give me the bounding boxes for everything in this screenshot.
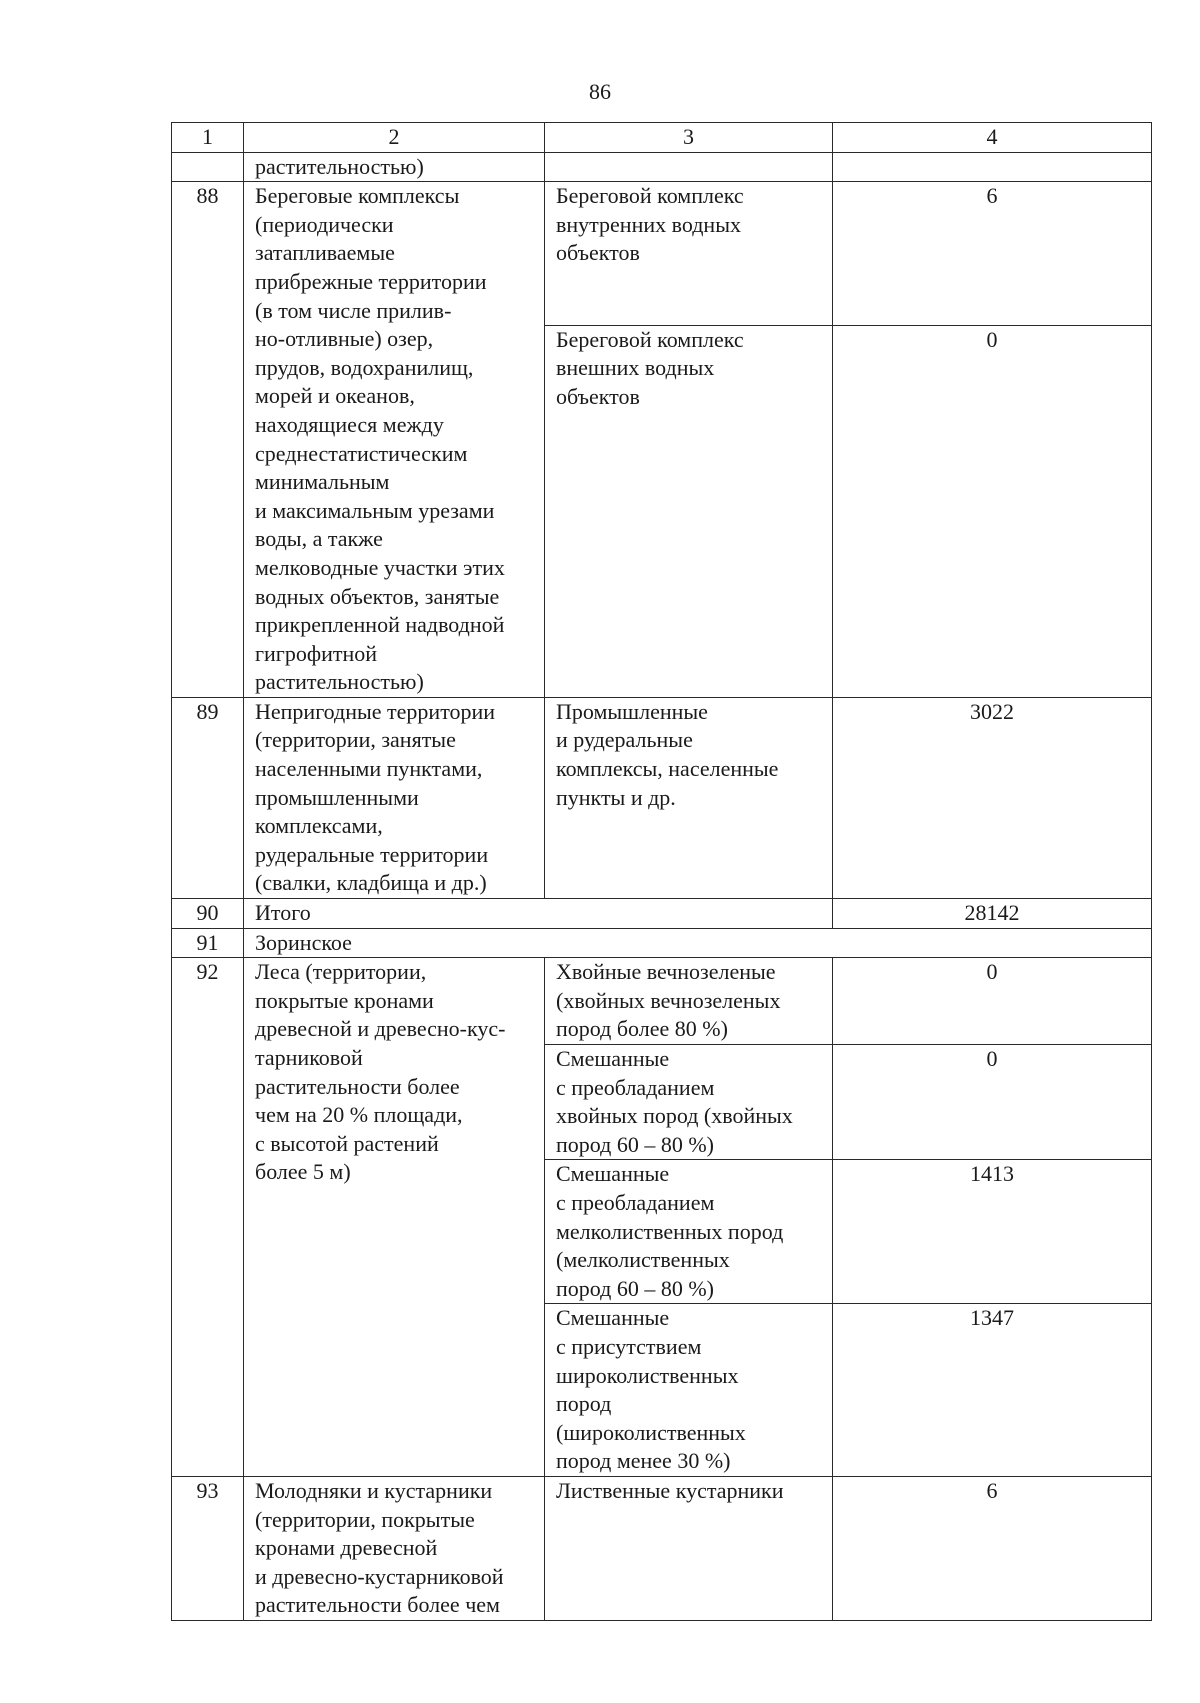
cell-type <box>545 958 833 1045</box>
cell-text-line: Береговые комплексы <box>255 183 460 209</box>
header-col-1: 1 <box>172 123 244 153</box>
cell-number: 91 <box>172 928 244 958</box>
cell-text-line: среднестатистическим <box>255 440 468 466</box>
cell-text-line: Молодняки и кустарники <box>255 1477 493 1503</box>
cell-text-line: прикрепленной надводной <box>255 612 505 638</box>
cell-text-line: (периодически <box>255 211 394 237</box>
cell-text-line: комплексы, населенные <box>556 756 779 782</box>
cell-text-line: Смешанные <box>556 1046 670 1071</box>
cell-area <box>833 152 1152 182</box>
cell-text-line: (широколиственных <box>556 1419 746 1445</box>
cell-text-line: растительности более <box>255 1073 460 1099</box>
cell-category: Зоринское <box>244 928 1152 958</box>
cell-text-line: рудеральные территории <box>255 841 489 867</box>
cell-number <box>172 152 244 182</box>
cell-text-line: и рудеральные <box>556 727 693 753</box>
cell-text-line: гигрофитной <box>255 640 378 666</box>
cell-type <box>545 182 833 325</box>
cell-type <box>545 1160 833 1304</box>
cell-category <box>244 1476 545 1620</box>
cell-text-line: водных объектов, занятые <box>255 583 500 609</box>
cell-text-line: тарниковой <box>255 1045 363 1070</box>
cell-text-line: Лиственные кустарники <box>556 1477 784 1503</box>
cell-area: 0 <box>833 325 1152 697</box>
header-col-3: 3 <box>545 123 833 153</box>
cell-text-line: но-отливные) озер, <box>255 326 434 352</box>
cell-text-line: внутренних водных <box>556 211 741 237</box>
table-row-89 <box>172 697 1152 898</box>
cell-text-line: затапливаемые <box>255 240 395 266</box>
cell-text-line: (в том числе прилив- <box>255 297 452 323</box>
cell-text-line: Леса (территории, <box>255 959 427 985</box>
header-col-2: 2 <box>244 123 545 153</box>
header-row <box>172 123 1152 153</box>
cell-text-line: хвойных пород (хвойных <box>556 1103 793 1129</box>
cell-text-line: Хвойные вечнозеленые <box>556 959 776 985</box>
table-row-93 <box>172 1476 1152 1620</box>
cell-number: 88 <box>172 182 244 698</box>
cell-text-line: с присутствием <box>556 1333 702 1359</box>
cell-text-line: древесной и древесно-кус- <box>255 1016 506 1042</box>
cell-number: 90 <box>172 899 244 929</box>
cell-text-line: (территории, покрытые <box>255 1506 475 1532</box>
cell-text-line: пород 60 – 80 %) <box>556 1275 714 1301</box>
cell-text-line: мелколиственных пород <box>556 1218 784 1244</box>
cell-text-line: пород 60 – 80 %) <box>556 1131 714 1157</box>
cell-category <box>244 152 545 182</box>
cell-area: 0 <box>833 1045 1152 1160</box>
table-row-92 <box>172 958 1152 1045</box>
cell-text-line: промышленными <box>255 784 419 810</box>
cell-number: 92 <box>172 958 244 1477</box>
cell-text-line: Промышленные <box>556 698 708 724</box>
cell-text-line: с преобладанием <box>556 1074 715 1100</box>
cell-text-line: (хвойных вечнозеленых <box>556 987 781 1013</box>
cell-category <box>244 958 545 1477</box>
cell-text-line: и максимальным урезами <box>255 497 495 523</box>
cell-text-line: покрытые кронами <box>255 987 434 1013</box>
cell-text-line: растительностью) <box>255 669 424 695</box>
table-row-88 <box>172 182 1152 325</box>
cell-text-line: чем на 20 % площади, <box>255 1102 463 1128</box>
cell-area: 6 <box>833 1476 1152 1620</box>
cell-number: 89 <box>172 697 244 898</box>
table-row-continuation <box>172 152 1152 182</box>
cell-text-line: (территории, занятые <box>255 727 456 753</box>
cell-text-line: воды, а также <box>255 526 383 552</box>
cell-type <box>545 1476 833 1620</box>
cell-text-line: кронами древесной <box>255 1535 438 1561</box>
cell-type <box>545 1045 833 1160</box>
cell-category: Итого <box>244 899 833 929</box>
cell-text-line: населенными пунктами, <box>255 756 483 782</box>
cell-area: 0 <box>833 958 1152 1045</box>
cell-text-line: Непригодные территории <box>255 698 496 724</box>
cell-type <box>545 697 833 898</box>
table-row-90 <box>172 899 1152 929</box>
cell-text-line: более 5 м) <box>255 1159 351 1185</box>
cell-text-line: растительности более чем <box>255 1592 500 1618</box>
cell-category <box>244 182 545 698</box>
cell-text-line: прибрежные территории <box>255 268 487 294</box>
cell-text-line: с высотой растений <box>255 1130 439 1156</box>
cell-area: 28142 <box>833 899 1152 929</box>
cell-text-line: пород <box>556 1391 612 1417</box>
cell-text-line: внешних водных <box>556 355 715 381</box>
cell-text-line: объектов <box>556 383 640 409</box>
table-row-91 <box>172 928 1152 958</box>
cell-text-line: широколиственных <box>556 1362 739 1388</box>
cell-text-line: минимальным <box>255 469 390 495</box>
cell-area: 6 <box>833 182 1152 325</box>
cell-text-line: Смешанные <box>556 1305 670 1331</box>
cell-text-line: (свалки, кладбища и др.) <box>255 870 487 896</box>
cell-type <box>545 152 833 182</box>
cell-text-line: Береговой комплекс <box>556 183 744 209</box>
cell-area: 1347 <box>833 1304 1152 1477</box>
cell-type <box>545 1304 833 1477</box>
cell-text-line: с преобладанием <box>556 1189 715 1215</box>
cell-text-line: пункты и др. <box>556 784 676 810</box>
cell-area: 1413 <box>833 1160 1152 1304</box>
cell-text-line: (мелколиственных <box>556 1247 730 1273</box>
cell-text-line: и древесно-кустарниковой <box>255 1563 504 1589</box>
cell-type <box>545 325 833 697</box>
cell-category <box>244 697 545 898</box>
land-cover-table <box>171 122 1152 1621</box>
cell-text-line: пород более 80 %) <box>556 1016 728 1042</box>
cell-text-line: находящиеся между <box>255 411 444 437</box>
cell-text-line: пород менее 30 %) <box>556 1448 731 1474</box>
cell-text-line: Береговой комплекс <box>556 326 744 352</box>
cell-text-line: комплексами, <box>255 813 383 839</box>
cell-text-line: морей и океанов, <box>255 383 415 409</box>
page-number: 86 <box>589 79 611 104</box>
cell-text-line: Смешанные <box>556 1161 670 1187</box>
cell-area: 3022 <box>833 697 1152 898</box>
cell-text-line: прудов, водохранилищ, <box>255 354 474 380</box>
cell-number: 93 <box>172 1476 244 1620</box>
cell-text-line: объектов <box>556 240 640 266</box>
header-col-4: 4 <box>833 123 1152 153</box>
cell-text-line: мелководные участки этих <box>255 554 505 580</box>
cell-text-line: растительностью) <box>255 153 424 179</box>
